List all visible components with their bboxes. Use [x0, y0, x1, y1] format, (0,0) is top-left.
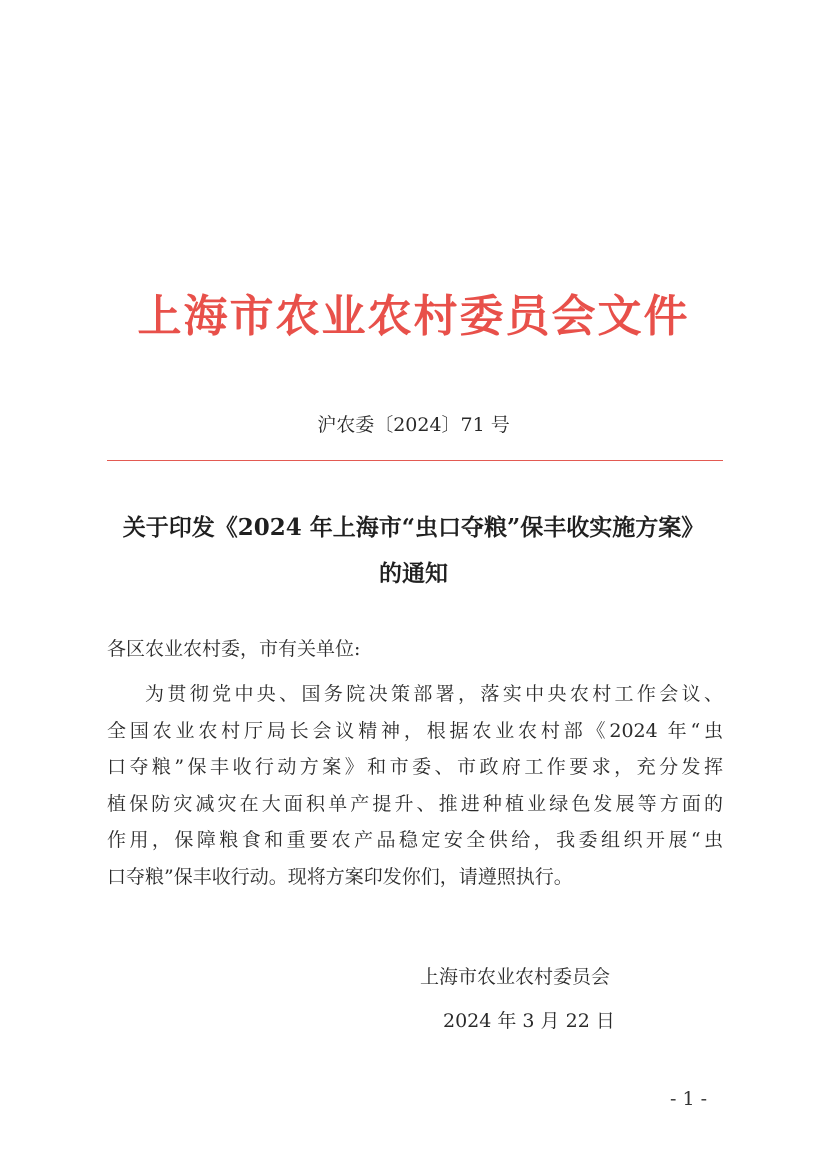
title-line-1: 关于印发《2024 年上海市“虫口夺粮”保丰收实施方案》: [122, 514, 705, 541]
body-line-1: 为贯彻党中央、国务院决策部署，落实中央农村工作会议、: [145, 683, 723, 705]
salutation: 各区农业农村委，市有关单位:: [107, 638, 361, 660]
document-number: 沪农委〔2024〕71 号: [317, 414, 510, 436]
body-line-6: 口夺粮”保丰收行动。现将方案印发你们，请遵照执行。: [107, 865, 573, 888]
red-divider: [107, 460, 723, 461]
title-line-2: 的通知: [379, 560, 448, 587]
body-line-2: 全国农业农村厅局长会议精神，根据农业农村部《2024 年“虫: [107, 719, 723, 742]
signature-org: 上海市农业农村委员会: [420, 966, 611, 988]
body-paragraph: [107, 676, 723, 895]
body-line-4: 植保防灾减灾在大面积单产提升、推进种植业绿色发展等方面的: [107, 792, 723, 815]
page-number: - 1 -: [670, 1088, 708, 1110]
issuer-header: 上海市农业农村委员会文件: [137, 291, 690, 342]
document-title: [90, 505, 737, 597]
signature-date: 2024 年 3 月 22 日: [443, 1010, 615, 1032]
body-line-3: 口夺粮”保丰收行动方案》和市委、市政府工作要求，充分发挥: [107, 756, 723, 778]
body-line-5: 作用，保障粮食和重要农产品稳定安全供给，我委组织开展“虫: [107, 829, 723, 851]
